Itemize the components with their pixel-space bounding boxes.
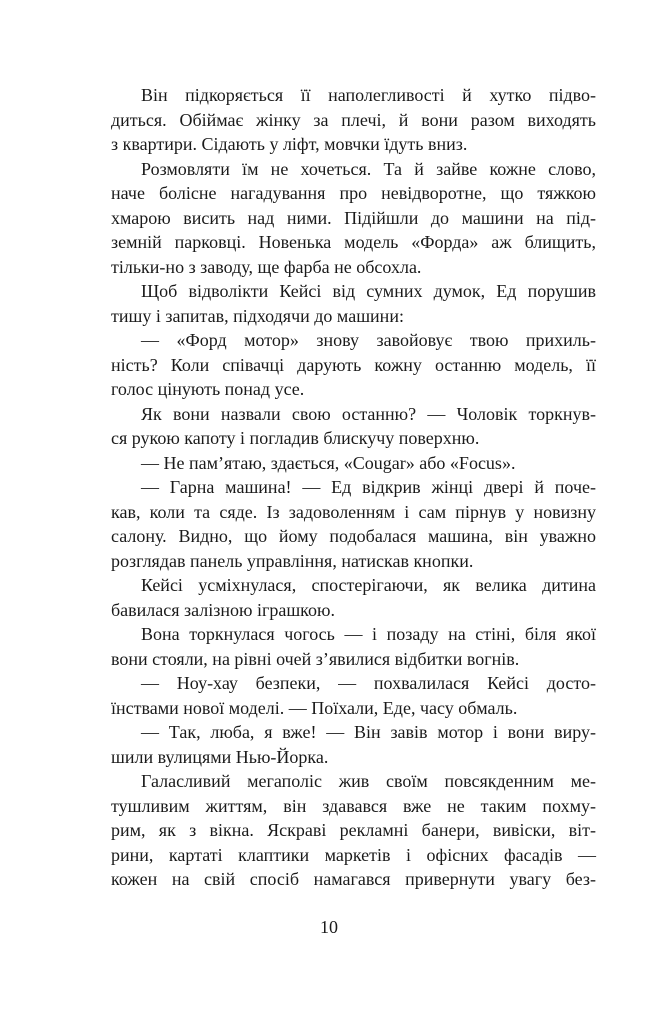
text-line: шили вулицями Нью-Йорка. bbox=[111, 746, 329, 767]
text-line: диться. Обіймає жінку за плечі, й вони разом виходять bbox=[111, 109, 596, 130]
text-line: їнствами нової моделі. — Поїхали, Еде, часу обмаль. bbox=[111, 697, 518, 718]
text-line: рини, картаті клаптики маркетів і офісних фасадів — bbox=[111, 844, 596, 865]
text-line: кав, коли та сяде. Із задоволенням і сам пірнув у новизну bbox=[111, 501, 596, 522]
text-line: Галасливий мегаполіс жив своїм повсякденним ме- bbox=[141, 771, 596, 791]
text-line: ність? Коли співачці дарують кожну останню модель, її bbox=[111, 354, 596, 375]
text-line: земній парковці. Новенька модель «Форда» аж блищить, bbox=[111, 232, 596, 252]
text-line: кожен на свій спосіб намагався привернути увагу без- bbox=[111, 869, 596, 889]
page-number: 10 bbox=[320, 917, 338, 937]
page-body-text bbox=[111, 83, 596, 892]
text-line: голос цінують понад усе. bbox=[111, 379, 305, 399]
text-line: тільки-но з заводу, ще фарба не обсохла. bbox=[111, 256, 422, 277]
text-line: — «Форд мотор» знову завойовує твою прихиль- bbox=[141, 330, 596, 350]
text-line: Він підкоряється її наполегливості й хутко підво- bbox=[141, 85, 596, 105]
text-line: вони стояли, на рівні очей з’явилися відбитки вогнів. bbox=[111, 648, 520, 669]
text-line: розглядав панель управління, натискав кнопки. bbox=[111, 550, 474, 571]
text-line: наче болісне нагадування про невідворотне, що тяжкою bbox=[111, 183, 596, 203]
text-line: тишу і запитав, підходячи до машини: bbox=[111, 305, 404, 326]
text-line: рим, як з вікна. Яскраві рекламні банери, вивіски, віт- bbox=[111, 820, 596, 840]
text-line: Вона торкнулася чогось — і позаду на стіні, біля якої bbox=[141, 624, 596, 644]
text-line: — Гарна машина! — Ед відкрив жінці двері й поче- bbox=[141, 477, 596, 497]
text-line: — Ноу-хау безпеки, — похвалилася Кейсі досто- bbox=[141, 673, 596, 693]
text-line: Як вони назвали свою останню? — Чоловік торкнув- bbox=[141, 403, 596, 424]
text-line: тушливим життям, він здавався вже не таким похму- bbox=[111, 795, 596, 816]
text-line: хмарою висить над ними. Підійшли до машини на під- bbox=[111, 207, 596, 228]
text-line: — Не пам’ятаю, здається, «Cougar» або «Focus». bbox=[141, 452, 516, 473]
text-line: — Так, люба, я вже! — Він завів мотор і вони виру- bbox=[141, 722, 596, 742]
text-line: салону. Видно, що йому подобалася машина, він уважно bbox=[111, 526, 596, 546]
text-line: Щоб відволікти Кейсі від сумних думок, Ед порушив bbox=[141, 281, 596, 301]
text-line: бавилася залізною іграшкою. bbox=[111, 599, 335, 620]
text-line: ся рукою капоту і погладив блискучу поверхню. bbox=[111, 428, 480, 448]
text-line: з квартири. Сідають у ліфт, мовчки їдуть вниз. bbox=[111, 134, 468, 154]
text-line: Кейсі усміхнулася, спостерігаючи, як велика дитина bbox=[141, 575, 596, 595]
text-line: Розмовляти їм не хочеться. Та й зайве кожне слово, bbox=[141, 158, 596, 179]
